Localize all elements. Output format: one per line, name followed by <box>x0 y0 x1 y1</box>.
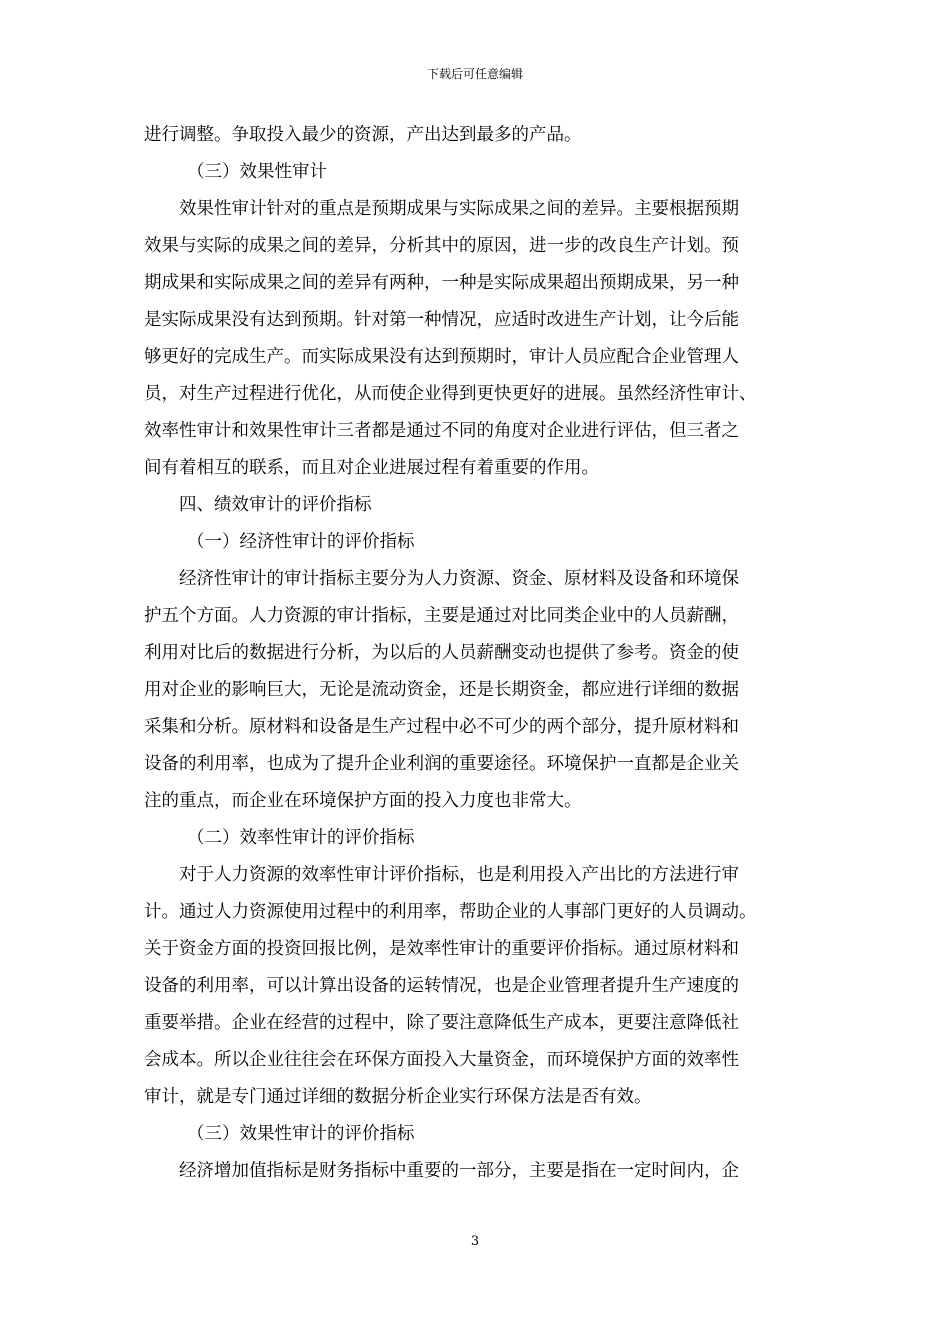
text-line: 效果与实际的成果之间的差异，分析其中的原因，进一步的改良生产计划。预 <box>144 236 739 256</box>
paragraph-start: 对于人力资源的效率性审计评价指标，也是利用投入产出比的方法进行审 <box>179 865 739 885</box>
text-line: 员，对生产过程进行优化，从而使企业得到更快更好的进展。虽然经济性审计、 <box>144 384 757 404</box>
text-line: 护五个方面。人力资源的审计指标，主要是通过对比同类企业中的人员薪酬， <box>144 606 739 626</box>
section-heading: （三）效果性审计 <box>187 162 327 182</box>
text-line: 重要举措。企业在经营的过程中，除了要注意降低生产成本，更要注意降低社 <box>144 1013 739 1033</box>
document-body <box>144 117 828 1190</box>
text-line: 效率性审计和效果性审计三者都是通过不同的角度对企业进行评估，但三者之 <box>144 421 739 441</box>
paragraph-start: 效果性审计针对的重点是预期成果与实际成果之间的差异。主要根据预期 <box>179 199 739 219</box>
paragraph-start: 经济增加值指标是财务指标中重要的一部分，主要是指在一定时间内，企 <box>179 1161 739 1181</box>
chapter-heading: 四、绩效审计的评价指标 <box>179 495 372 515</box>
section-heading: （一）经济性审计的评价指标 <box>187 532 415 552</box>
page-number: 3 <box>470 1234 480 1249</box>
text-line: 计。通过人力资源使用过程中的利用率，帮助企业的人事部门更好的人员调动。 <box>144 902 757 922</box>
text-line: 间有着相互的联系，而且对企业进展过程有着重要的作用。 <box>144 458 599 478</box>
page-header: 下载后可任意编辑 <box>426 67 523 81</box>
text-line: 关于资金方面的投资回报比例，是效率性审计的重要评价指标。通过原材料和 <box>144 939 739 959</box>
text-line: 进行调整。争取投入最少的资源，产出达到最多的产品。 <box>144 125 582 145</box>
section-heading: （三）效果性审计的评价指标 <box>187 1124 415 1144</box>
text-line: 够更好的完成生产。而实际成果没有达到预期时，审计人员应配合企业管理人 <box>144 347 739 367</box>
text-line: 注的重点，而企业在环境保护方面的投入力度也非常大。 <box>144 791 582 811</box>
text-line: 设备的利用率，也成为了提升企业利润的重要途径。环境保护一直都是企业关 <box>144 754 739 774</box>
text-line: 是实际成果没有达到预期。针对第一种情况，应适时改进生产计划，让今后能 <box>144 310 739 330</box>
section-heading: （二）效率性审计的评价指标 <box>187 828 415 848</box>
text-line: 期成果和实际成果之间的差异有两种，一种是实际成果超出预期成果，另一种 <box>144 273 739 293</box>
text-line: 会成本。所以企业往往会在环保方面投入大量资金，而环境保护方面的效率性 <box>144 1050 739 1070</box>
text-line: 设备的利用率，可以计算出设备的运转情况，也是企业管理者提升生产速度的 <box>144 976 739 996</box>
text-line: 采集和分析。原材料和设备是生产过程中必不可少的两个部分，提升原材料和 <box>144 717 739 737</box>
text-line: 利用对比后的数据进行分析，为以后的人员薪酬变动也提供了参考。资金的使 <box>144 643 739 663</box>
text-line: 用对企业的影响巨大，无论是流动资金，还是长期资金，都应进行详细的数据 <box>144 680 739 700</box>
paragraph-start: 经济性审计的审计指标主要分为人力资源、资金、原材料及设备和环境保 <box>179 569 739 589</box>
text-line: 审计，就是专门通过详细的数据分析企业实行环保方法是否有效。 <box>144 1087 652 1107</box>
